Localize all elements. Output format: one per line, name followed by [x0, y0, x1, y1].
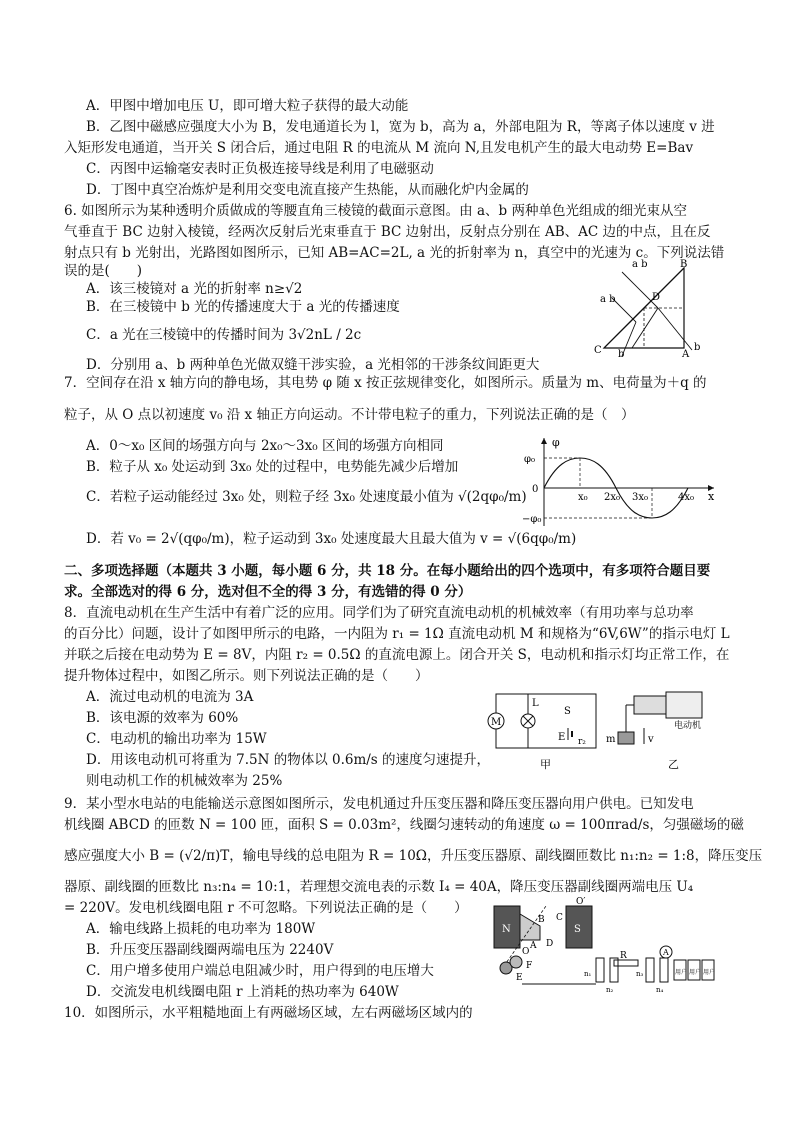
q8-stem-line3: 并联之后接在电动势为 E = 8V，内阻 r₂ = 0.5Ω 的直流电源上。闭合开关 S，电动机和指示灯均正常工作，在	[64, 647, 730, 663]
q9-option-c: C．用户增多使用户端总电阻减少时，用户得到的电压增大	[86, 963, 434, 979]
gen-label-c: C	[556, 913, 563, 923]
q5-option-a: A．甲图中增加电压 U，即可增大粒子获得的最大动能	[86, 98, 409, 114]
gen-label-e: E	[516, 973, 523, 983]
prism-label-d: D	[652, 292, 661, 303]
prism-label-b-right: b	[694, 342, 701, 353]
q6-option-c: C．a 光在三棱镜中的传播时间为 3√2nL / 2c	[86, 327, 362, 343]
prism-label-ab-top: a b	[632, 259, 648, 270]
potential-graph	[522, 434, 718, 530]
prism-figure	[592, 258, 712, 358]
user-label-3: 用户	[703, 969, 716, 976]
coil-label-n2: n₂	[606, 986, 614, 994]
q9-stem-line4: 器原、副线圈的匝数比 n₃:n₄ = 10:1，若理想交流电表的示数 I₄ = 40A，降压变压器副线圈两端电压 U₄	[64, 879, 694, 895]
section2-heading-line1: 二、多项选择题（本题共 3 小题，每小题 6 分，共 18 分。在每小题给出的四个选项中，有多项符合题目要	[64, 563, 711, 579]
graph-label-x: x	[708, 490, 715, 503]
prism-label-ab-left: a b	[600, 294, 616, 305]
prism-label-a: A	[682, 349, 690, 358]
figure-label-jia: 甲	[540, 758, 551, 771]
gen-label-f: F	[526, 961, 533, 971]
q6-stem-line2: 气垂直于 BC 边射入棱镜，经两次反射后光束垂直于 BC 边射出，反射点分别在 AB、AC 边的中点，且在反	[64, 224, 711, 240]
prism-label-b-out: b	[618, 349, 625, 358]
q9-stem-line1: 9．某小型水电站的电能输送示意图如图所示，发电机通过升压变压器和降压变压器向用户供电。已知发电	[64, 796, 694, 812]
graph-label-phi: φ	[552, 436, 560, 449]
q7-option-c: C．若粒子运动能经过 3x₀ 处，则粒子经 3x₀ 处速度最小值为 √(2qφ₀/m)	[86, 489, 527, 505]
circuit-label-l: L	[532, 698, 539, 709]
circuit-label-m: M	[491, 717, 502, 728]
q5-option-b-line1: B．乙图中磁感应强度大小为 B，发电通道长为 l，宽为 b，高为 a，外部电阻为 R，等离子体以速度 v 进	[86, 119, 715, 135]
q8-option-d-line2: 则电动机工作的机械效率为 25%	[86, 773, 283, 789]
circuit-label-e: E	[558, 732, 566, 743]
line-resistor-label: R	[620, 951, 627, 961]
q7-stem-line2: 粒子，从 O 点以初速度 v₀ 沿 x 轴正方向运动。不计带电粒子的重力，下列说法正确的是（ ）	[64, 407, 635, 423]
motor-circuit-figure	[484, 688, 724, 774]
q8-option-b: B．该电源的效率为 60%	[86, 710, 239, 726]
figure-label-yi: 乙	[668, 758, 679, 771]
ammeter-label: A	[663, 948, 669, 957]
q8-stem-line4: 提升物体过程中，如图乙所示。则下列说法正确的是（ ）	[64, 668, 429, 684]
graph-label-phi0: φ₀	[524, 454, 536, 465]
q7-option-a: A．0～x₀ 区间的场强方向与 2x₀～3x₀ 区间的场强方向相同	[86, 438, 444, 454]
q5-option-b-line2: 入矩形发电通道，当开关 S 闭合后，通过电阻 R 的电流从 M 流向 N,且发电机产生的最大电动势 E=Bav	[64, 140, 694, 156]
q8-option-c: C．电动机的输出功率为 15W	[86, 731, 267, 747]
q7-option-d: D．若 v₀ = 2√(qφ₀/m)，粒子运动到 3x₀ 处速度最大且最大值为 v = √(6qφ₀/m)	[86, 531, 577, 547]
q6-option-b: B．在三棱镜中 b 光的传播速度大于 a 光的传播速度	[86, 299, 400, 315]
q5-option-d: D．丁图中真空冶炼炉是利用交变电流直接产生热能，从而融化炉内金属的	[86, 182, 529, 198]
prism-label-c: C	[594, 345, 602, 356]
q6-stem-line1: 6. 如图所示为某种透明介质做成的等腰直角三棱镜的截面示意图。由 a、b 两种单色光组成的细光束从空	[64, 203, 687, 219]
q6-option-d: D．分别用 a、b 两种单色光做双缝干涉实验，a 光相邻的干涉条纹间距更大	[86, 357, 540, 373]
section2-heading-line2: 求。全部选对的得 6 分，选对但不全的得 3 分，有选错的得 0 分）	[64, 584, 472, 600]
user-label-1: 用户	[675, 969, 688, 976]
q8-option-a: A．流过电动机的电流为 3A	[86, 689, 254, 705]
graph-label-4x0: 4x₀	[678, 492, 695, 503]
q9-option-b: B．升压变压器副线圈两端电压为 2240V	[86, 942, 334, 958]
q10-stem-line1: 10．如图所示，水平粗糙地面上有两磁场区域，左右两磁场区域内的	[64, 1005, 473, 1021]
power-transmission-figure	[486, 896, 722, 996]
q5-option-c: C．丙图中运输毫安表时正负极连接导线是利用了电磁驱动	[86, 161, 434, 177]
coil-label-n4: n₄	[656, 986, 664, 994]
q9-option-d: D．交流发电机线圈电阻 r 上消耗的热功率为 640W	[86, 984, 399, 1000]
gen-label-o: O	[522, 947, 530, 957]
circuit-label-s: S	[564, 706, 571, 717]
graph-label-3x0: 3x₀	[632, 492, 649, 503]
gen-label-oprime: O′	[576, 897, 586, 907]
q7-option-b: B．粒子从 x₀ 处运动到 3x₀ 处的过程中，电势能先减少后增加	[86, 459, 459, 475]
q6-stem-line4: 误的是( )	[64, 263, 143, 279]
gen-label-b: B	[538, 915, 545, 925]
q9-stem-line3: 感应强度大小 B = (√2/π)T，输电导线的总电阻为 R = 10Ω，升压变压器原、副线圈匝数比 n₁:n₂ = 1:8，降压变压	[64, 848, 763, 864]
coil-label-n1: n₁	[584, 970, 592, 978]
graph-label-origin: 0	[532, 484, 539, 495]
q6-option-a: A．该三棱镜对 a 光的折射率 n≥√2	[86, 281, 303, 297]
gen-label-n: N	[502, 924, 511, 935]
coil-label-n3: n₃	[636, 970, 644, 978]
q9-option-a: A．输电线路上损耗的电功率为 180W	[86, 921, 316, 937]
q9-stem-line2: 机线圈 ABCD 的匝数 N = 100 匝，面积 S = 0.03m²，线圈匀速转动的角速度 ω = 100πrad/s，匀强磁场的磁	[64, 817, 744, 833]
circuit-label-r2: r₂	[578, 737, 586, 747]
gen-label-s: S	[574, 924, 581, 935]
q8-stem-line1: 8．直流电动机在生产生活中有着广泛的应用。同学们为了研究直流电动机的机械效率（有用功率与总功率	[64, 605, 694, 621]
q6-stem-line3: 射点只有 b 光射出，光路图如图所示，已知 AB=AC=2L, a 光的折射率为 n，真空中的光速为 c。下列说法错	[64, 245, 725, 261]
prism-label-b: B	[680, 259, 688, 270]
graph-label-x0: x₀	[578, 492, 588, 503]
gen-label-d: D	[546, 939, 554, 949]
graph-label-2x0: 2x₀	[604, 492, 621, 503]
q9-stem-line5: = 220V。发电机线圈电阻 r 不可忽略。下列说法正确的是（ ）	[64, 900, 468, 916]
user-label-2: 用户	[689, 969, 702, 976]
gen-label-a: A	[530, 941, 537, 951]
q8-stem-line2: 的百分比）问题，设计了如图甲所示的电路，一内阻为 r₁ = 1Ω 直流电动机 M 和规格为“6V,6W”的指示电灯 L	[64, 626, 730, 642]
graph-label-neg-phi0: −φ₀	[522, 514, 542, 525]
q7-stem-line1: 7．空间存在沿 x 轴方向的静电场，其电势 φ 随 x 按正弦规律变化，如图所示。质量为 m、电荷量为＋q 的	[64, 375, 707, 391]
velocity-label: v	[648, 734, 654, 745]
motor-label: 电动机	[674, 721, 702, 731]
mass-label: m	[606, 734, 616, 745]
q8-option-d-line1: D．用该电动机可将重为 7.5N 的物体以 0.6m/s 的速度匀速提升，	[86, 752, 491, 768]
